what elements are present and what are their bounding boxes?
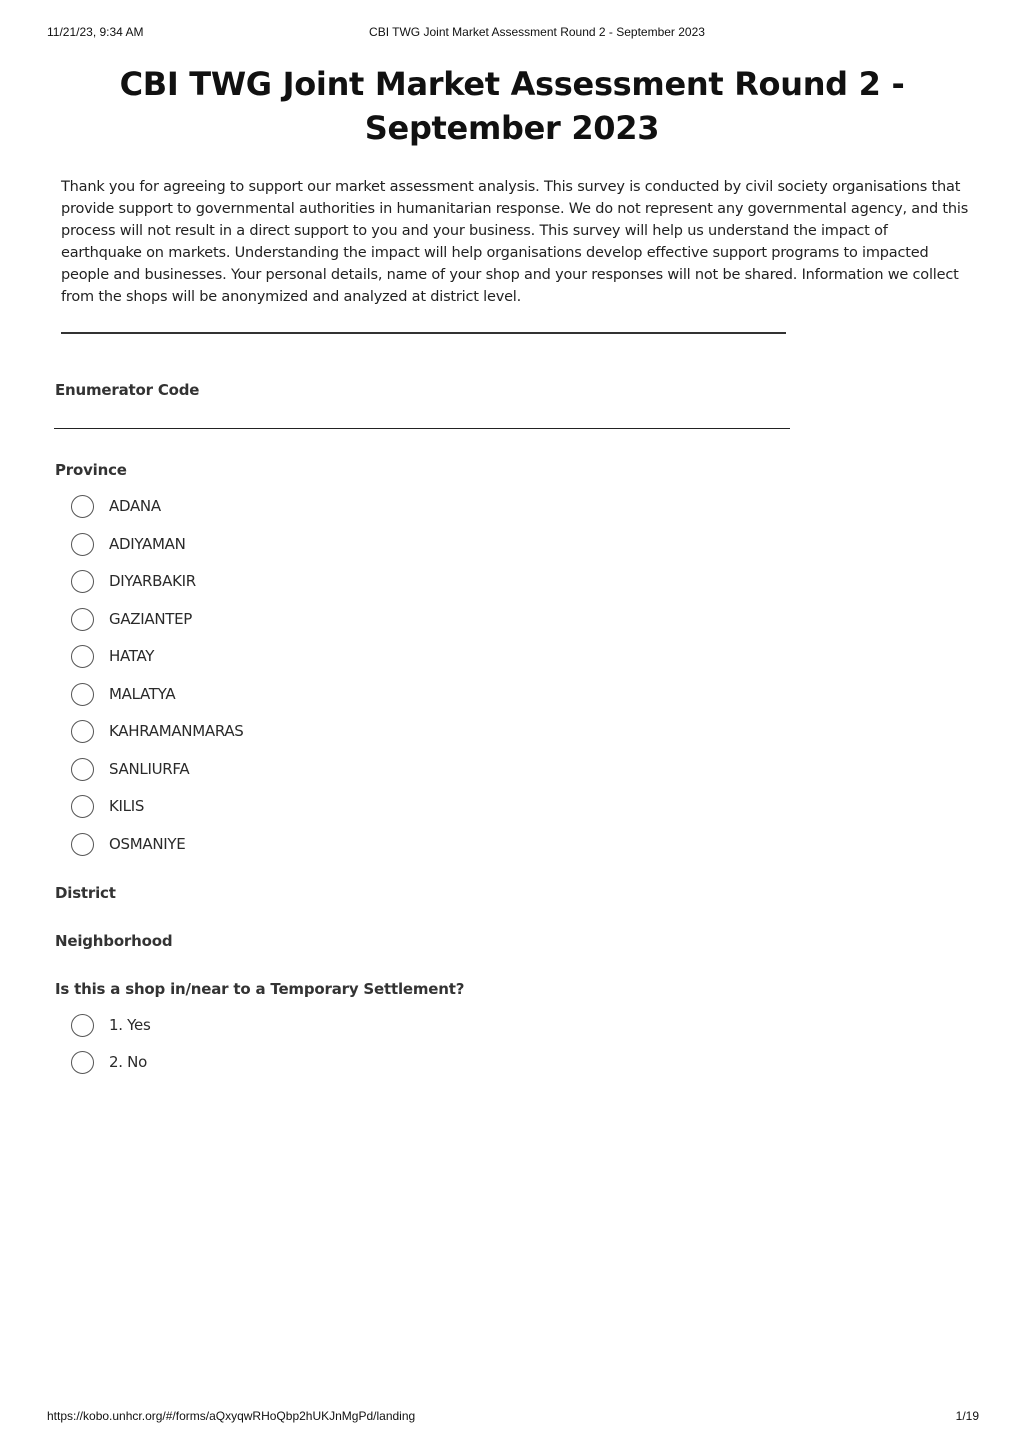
radio-circle-icon[interactable] bbox=[71, 533, 94, 556]
temporary-settlement-option[interactable] bbox=[71, 1048, 147, 1076]
province-option[interactable] bbox=[71, 830, 185, 858]
radio-circle-icon[interactable] bbox=[71, 758, 94, 781]
province-option[interactable] bbox=[71, 605, 192, 633]
province-option-label: DIYARBAKIR bbox=[109, 572, 196, 590]
intro-divider bbox=[61, 332, 786, 334]
province-option[interactable] bbox=[71, 492, 161, 520]
print-footer-page-number: 1/19 bbox=[955, 1409, 979, 1423]
print-header-datetime: 11/21/23, 9:34 AM bbox=[47, 25, 144, 39]
province-option-label: OSMANIYE bbox=[109, 835, 186, 853]
radio-circle-icon[interactable] bbox=[71, 608, 94, 631]
enumerator-code-field[interactable] bbox=[54, 428, 790, 429]
form-title: CBI TWG Joint Market Assessment Round 2 - September 2023 bbox=[119, 65, 905, 147]
radio-circle-icon[interactable] bbox=[71, 833, 94, 856]
district-label: District bbox=[55, 884, 116, 902]
neighborhood-label: Neighborhood bbox=[55, 932, 173, 950]
province-option-label: KILIS bbox=[109, 797, 145, 815]
province-option[interactable] bbox=[71, 755, 189, 783]
province-option-label: SANLIURFA bbox=[109, 760, 190, 778]
province-option-label: KAHRAMANMARAS bbox=[109, 722, 244, 740]
radio-circle-icon[interactable] bbox=[71, 570, 94, 593]
form-intro: Thank you for agreeing to support our market assessment analysis. This survey is conducted by civil society organisations that provide support to governmental authorities in humanitarian response. We do not represent any governmental agency, and this process will not result in a direct support to you and your business. This survey will help us understand the impact of earthquake on markets. Understanding the impact will help organisations develop effective support programs to impacted people and businesses. Your personal details, name of your shop and your responses will not be shared. Information we collect from the shops will be anonymized and analyzed at district level. bbox=[61, 179, 969, 305]
province-option[interactable] bbox=[71, 642, 154, 670]
temporary-settlement-option-label: 2. No bbox=[109, 1053, 147, 1071]
province-option[interactable] bbox=[71, 717, 244, 745]
radio-circle-icon[interactable] bbox=[71, 1051, 94, 1074]
print-header-title: CBI TWG Joint Market Assessment Round 2 - September 2023 bbox=[369, 25, 705, 39]
province-option-label: MALATYA bbox=[109, 685, 176, 703]
enumerator-code-label: Enumerator Code bbox=[55, 381, 200, 399]
temporary-settlement-option[interactable] bbox=[71, 1011, 151, 1039]
province-option[interactable] bbox=[71, 792, 144, 820]
radio-circle-icon[interactable] bbox=[71, 495, 94, 518]
province-option-label: GAZIANTEP bbox=[109, 610, 193, 628]
province-option[interactable] bbox=[71, 680, 175, 708]
province-option-label: ADANA bbox=[109, 497, 161, 515]
radio-circle-icon[interactable] bbox=[71, 645, 94, 668]
radio-circle-icon[interactable] bbox=[71, 720, 94, 743]
province-option[interactable] bbox=[71, 530, 186, 558]
radio-circle-icon[interactable] bbox=[71, 683, 94, 706]
province-option-label: ADIYAMAN bbox=[109, 535, 186, 553]
print-footer-url: https://kobo.unhcr.org/#/forms/aQxyqwRHoQbp2hUKJnMgPd/landing bbox=[47, 1409, 416, 1423]
province-label: Province bbox=[55, 461, 127, 479]
radio-circle-icon[interactable] bbox=[71, 795, 94, 818]
province-option-label: HATAY bbox=[109, 647, 155, 665]
radio-circle-icon[interactable] bbox=[71, 1014, 94, 1037]
province-option[interactable] bbox=[71, 567, 196, 595]
temporary-settlement-label: Is this a shop in/near to a Temporary Settlement? bbox=[55, 980, 465, 998]
temporary-settlement-option-label: 1. Yes bbox=[109, 1016, 151, 1034]
